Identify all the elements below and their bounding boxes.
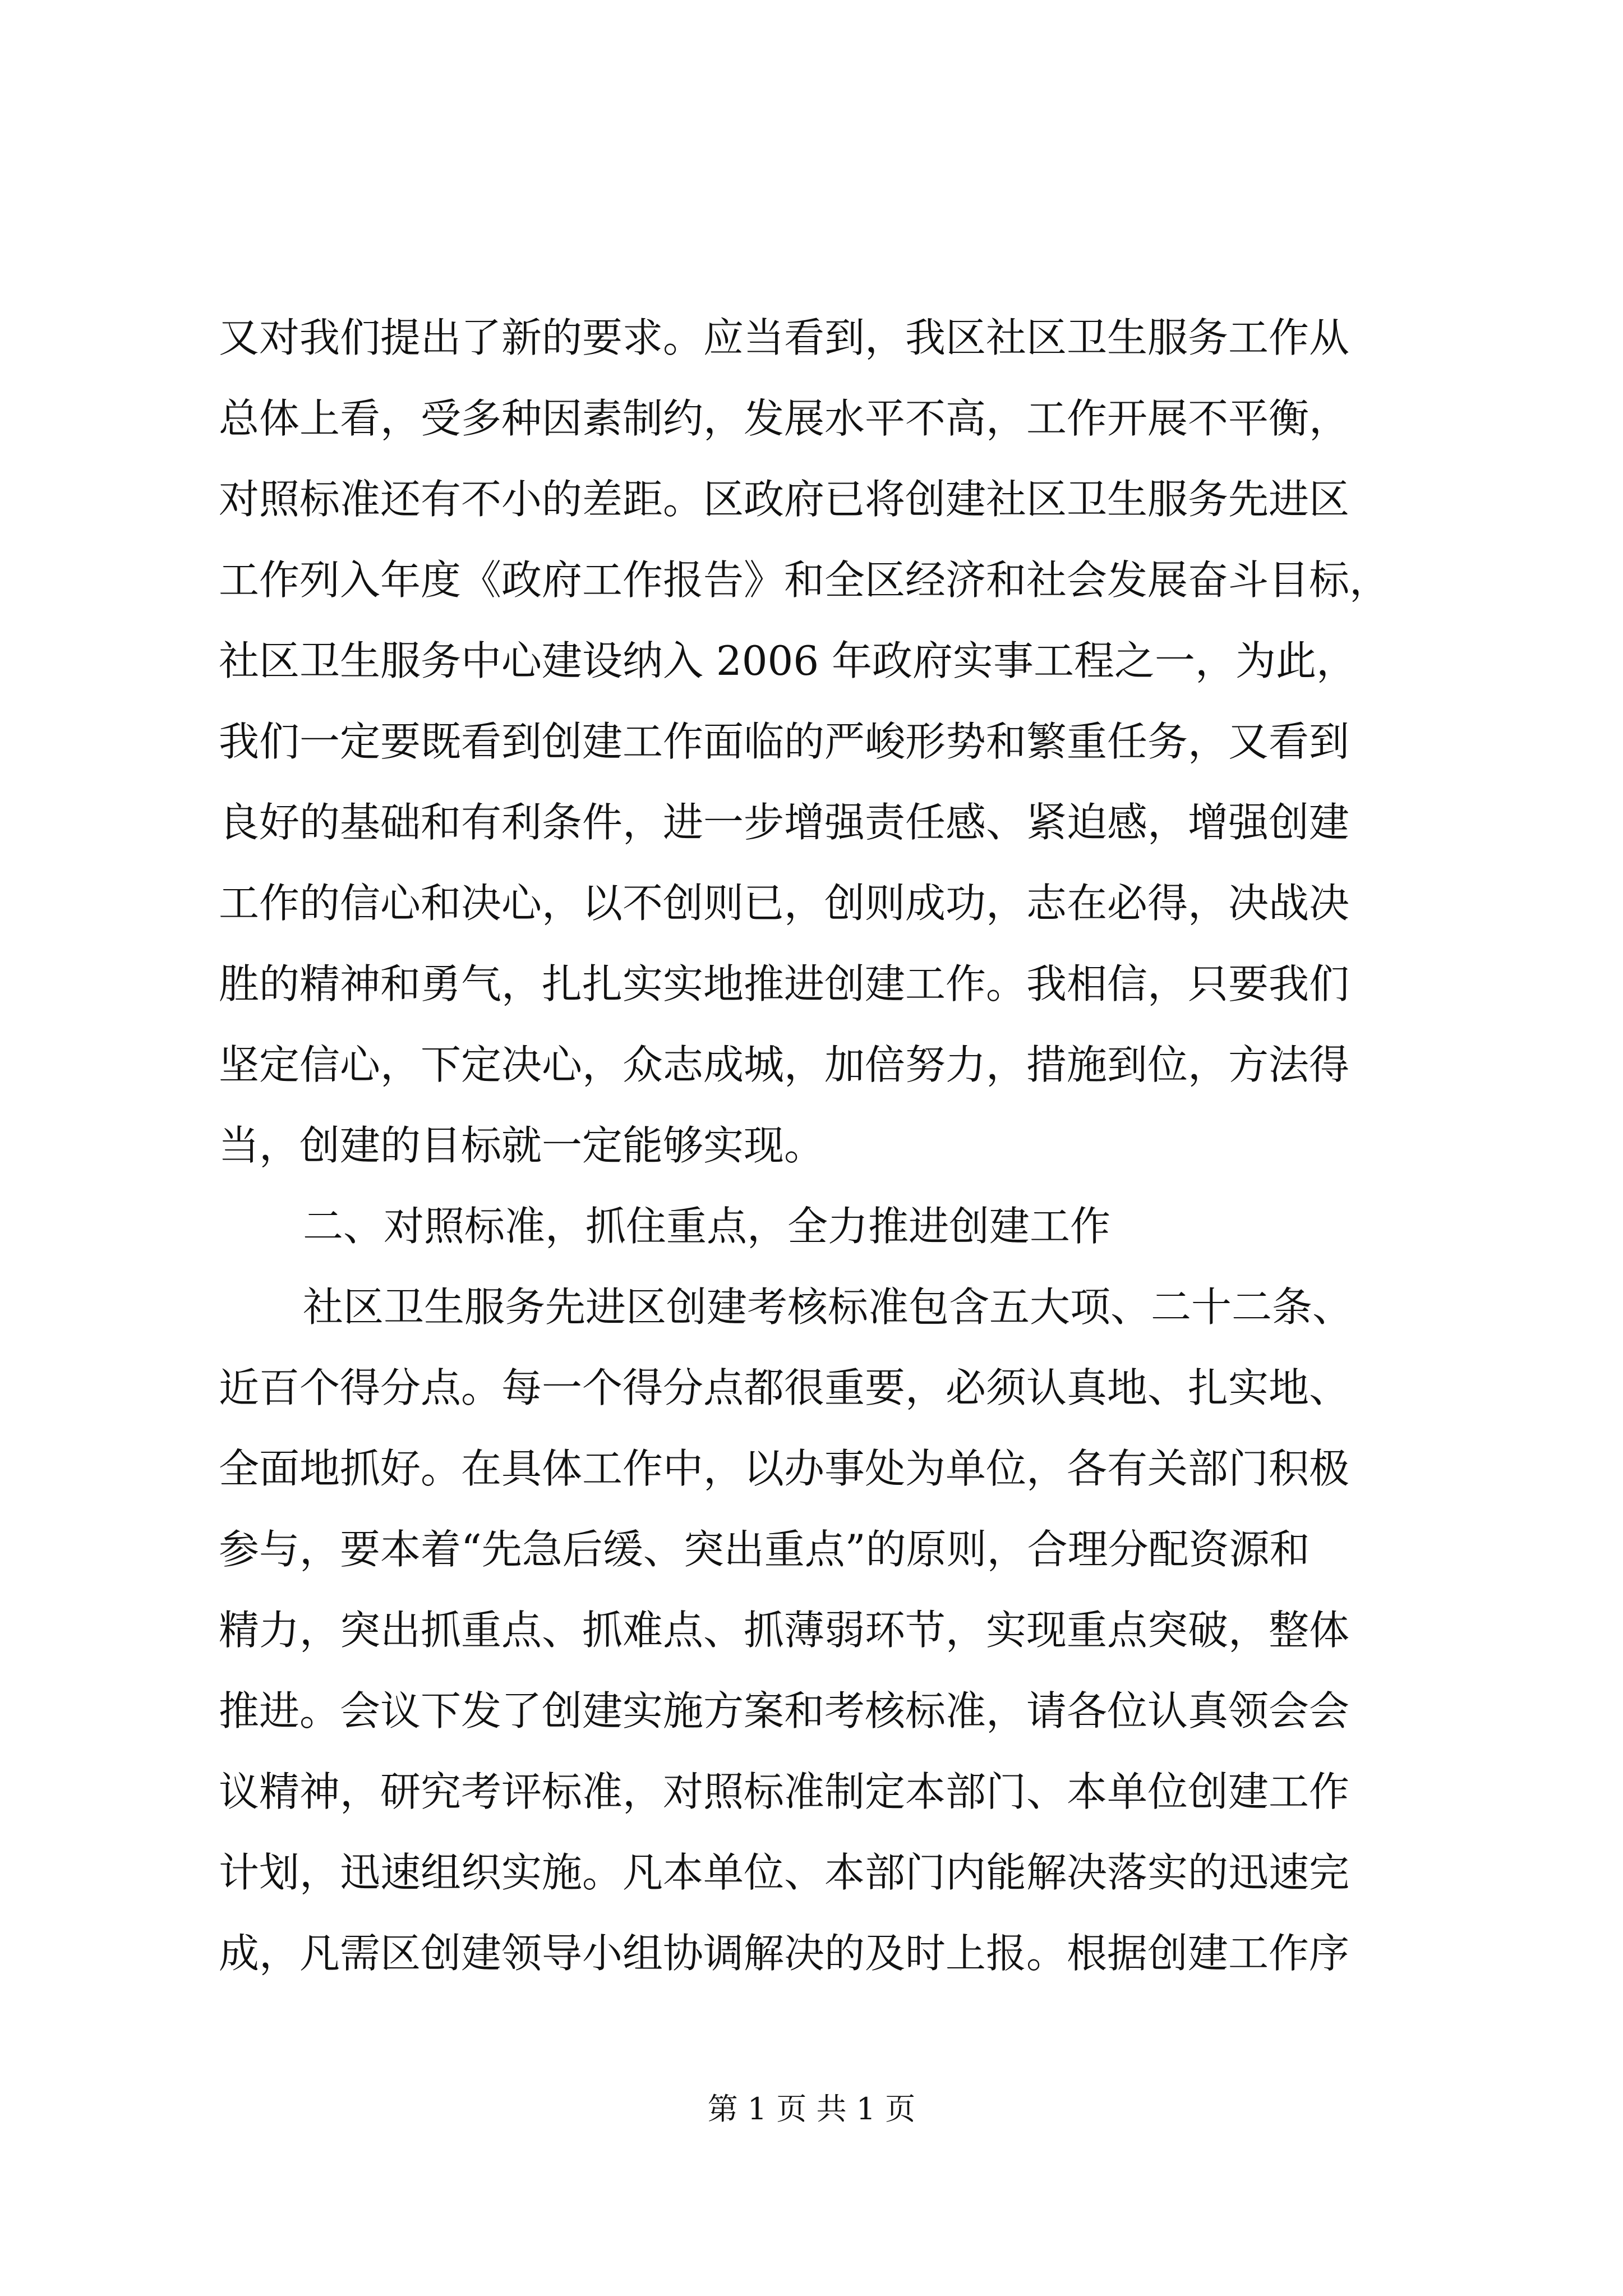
- document-body: [219, 297, 1419, 1994]
- text-line: 全面地抓好。在具体工作中，以办事处为单位，各有关部门积极: [219, 1445, 1350, 1492]
- text-line: 我们一定要既看到创建工作面临的严峻形势和繁重任务，又看到: [219, 718, 1350, 765]
- text-line: 胜的精神和勇气，扎扎实实地推进创建工作。我相信，只要我们: [219, 960, 1350, 1007]
- text-line: 工作的信心和决心，以不创则已，创则成功，志在必得，决战决: [219, 880, 1350, 927]
- text-line: 工作列入年度《政府工作报告》和全区经济和社会发展奋斗目标，: [219, 556, 1390, 604]
- text-line: 良好的基础和有利条件，进一步增强责任感、紧迫感，增强创建: [219, 799, 1350, 846]
- section-heading: 二、对照标准，抓住重点，全力推进创建工作: [303, 1203, 1111, 1250]
- text-line: 近百个得分点。每一个得分点都很重要，必须认真地、扎实地、: [219, 1364, 1350, 1411]
- text-line: 当，创建的目标就一定能够实现。: [219, 1122, 825, 1169]
- text-line: 精力，突出抓重点、抓难点、抓薄弱环节，实现重点突破，整体: [219, 1607, 1350, 1654]
- text-line: 计划，迅速组织实施。凡本单位、本部门内能解决落实的迅速完: [219, 1849, 1350, 1896]
- text-line: 推进。会议下发了创建实施方案和考核标准，请各位认真领会会: [219, 1687, 1350, 1734]
- text-line: 总体上看，受多种因素制约，发展水平不高，工作开展不平衡，: [219, 395, 1350, 442]
- text-line: 坚定信心，下定决心，众志成城，加倍努力，措施到位，方法得: [219, 1041, 1350, 1088]
- text-line: 成，凡需区创建领导小组协调解决的及时上报。根据创建工作序: [219, 1930, 1350, 1977]
- text-line: 社区卫生服务中心建设纳入 2006 年政府实事工程之一，为此，: [219, 637, 1357, 684]
- text-line: 社区卫生服务先进区创建考核标准包含五大项、二十二条、: [303, 1283, 1353, 1331]
- text-line: 对照标准还有不小的差距。区政府已将创建社区卫生服务先进区: [219, 476, 1350, 523]
- page-number-footer: 第 1 页 共 1 页: [707, 2091, 916, 2127]
- text-line: 参与，要本着“先急后缓、突出重点”的原则，合理分配资源和: [219, 1526, 1310, 1573]
- text-line: 议精神，研究考评标准，对照标准制定本部门、本单位创建工作: [219, 1768, 1350, 1815]
- text-line: 又对我们提出了新的要求。应当看到，我区社区卫生服务工作从: [219, 314, 1350, 361]
